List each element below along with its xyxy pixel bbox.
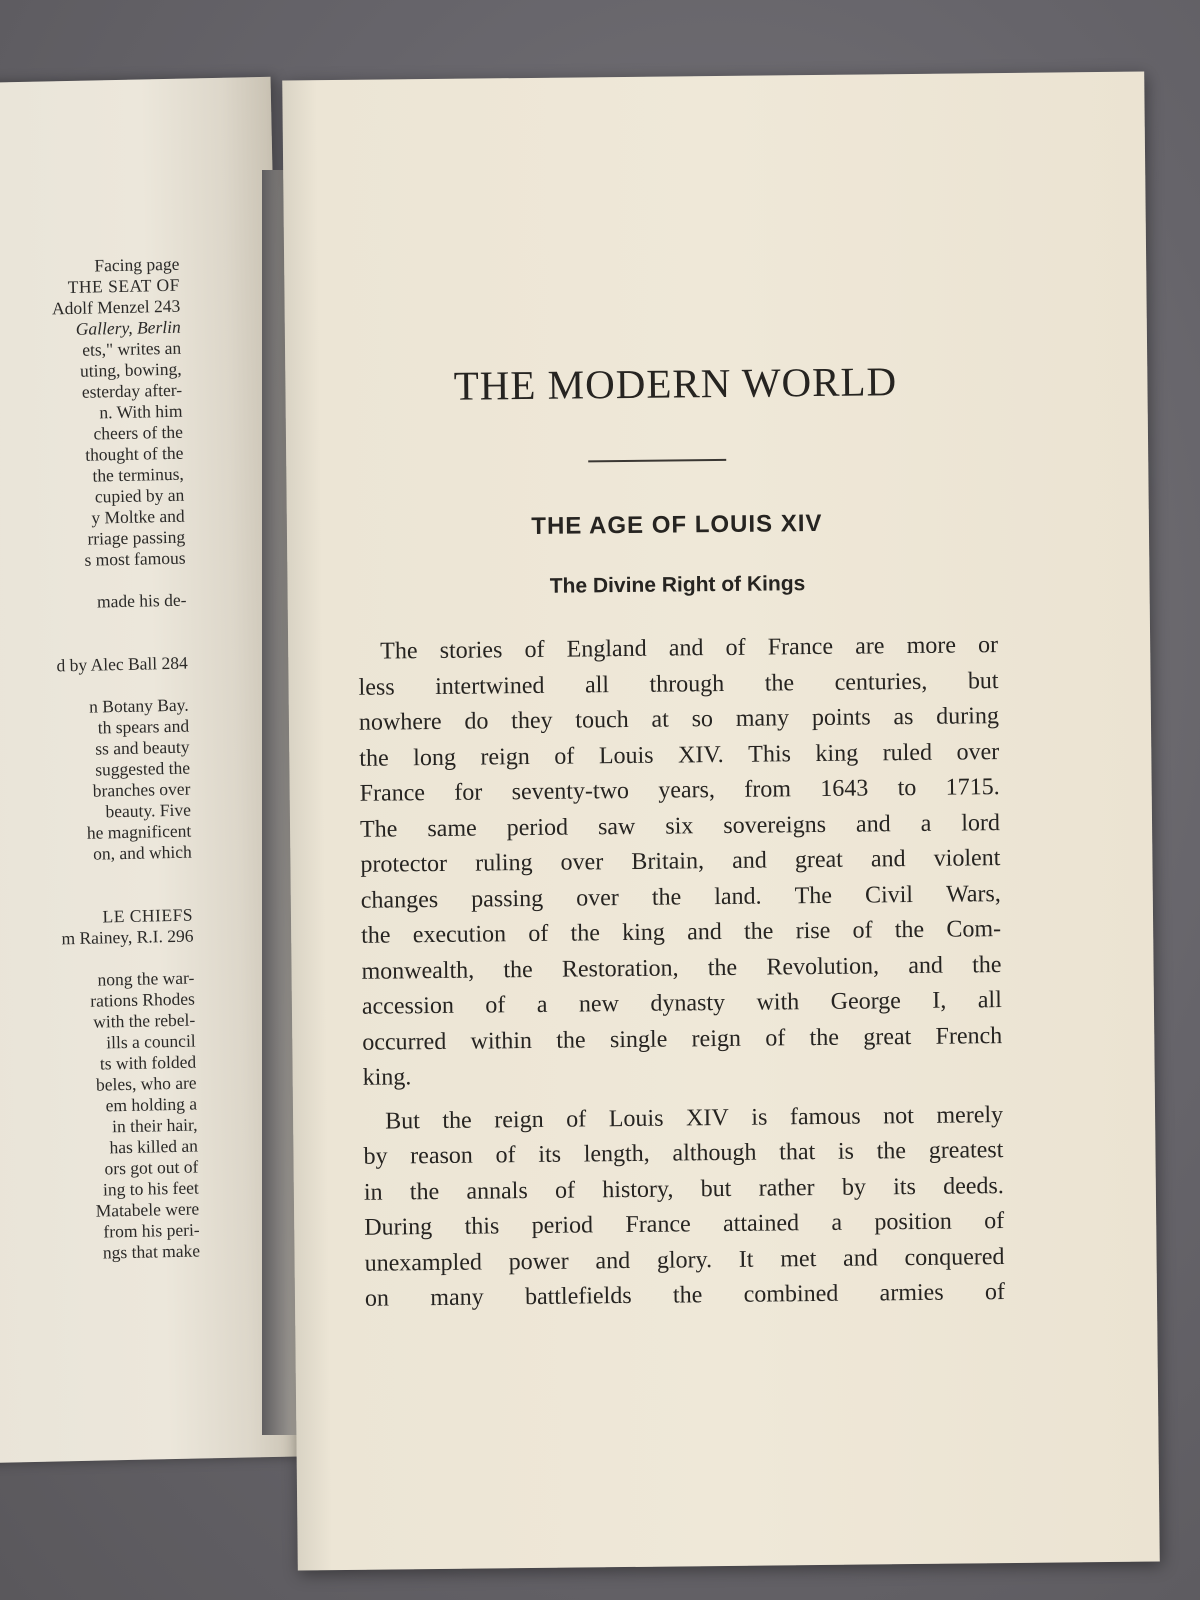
body-word: although [672, 1139, 757, 1167]
facing-page-line: the terminus, [92, 463, 185, 486]
page-title: THE MODERN WORLD [453, 358, 898, 409]
body-word: 1715. [945, 774, 1000, 801]
body-word: of [725, 634, 746, 661]
body-word: conquered [904, 1243, 1005, 1271]
facing-page-line: ills a council [106, 1030, 196, 1053]
facing-page-line: y Moltke and [91, 505, 185, 528]
body-word: of [984, 1208, 1005, 1235]
body-word: of [852, 917, 873, 944]
facing-page-line: ts with folded [99, 1051, 197, 1074]
body-word: annals [466, 1177, 528, 1205]
body-word: occurred [362, 1028, 447, 1056]
body-word: rise [795, 917, 831, 945]
body-word: less [358, 673, 395, 701]
body-word: It [738, 1246, 754, 1273]
facing-page-line: Adolf Menzel 243 [51, 295, 181, 319]
body-word: greatest [928, 1137, 1004, 1164]
facing-page-line: Gallery, Berlin [75, 316, 181, 339]
body-word: this [464, 1213, 500, 1240]
body-word: or [977, 632, 999, 659]
body-word: saw [597, 813, 636, 840]
body-word: reign [480, 743, 530, 771]
body-word: do [464, 708, 489, 735]
body-word: The [794, 882, 833, 909]
facing-page-line: on, and which [92, 841, 192, 864]
body-word: rather [758, 1174, 815, 1202]
body-word: so [691, 706, 714, 733]
body-word: the [743, 918, 774, 945]
body-word: and [668, 635, 704, 662]
body-word: ruled [882, 739, 933, 766]
facing-page-line: made his de- [96, 589, 187, 612]
body-word: XIV. [677, 741, 724, 768]
body-word: period [531, 1212, 594, 1240]
body-word: centuries, [834, 668, 928, 696]
body-word: not [883, 1102, 914, 1129]
body-word: and [686, 918, 722, 946]
facing-page-line: th spears and [97, 715, 190, 738]
body-word: Wars, [945, 880, 1001, 908]
facing-page-line: from his peri- [103, 1219, 200, 1242]
title-rule [588, 459, 726, 462]
body-word: of [984, 1279, 1006, 1306]
body-word: a [536, 991, 548, 1018]
body-word: protector [360, 850, 448, 878]
body-word: dynasty [650, 989, 726, 1017]
body-word: monwealth, [361, 957, 475, 985]
body-word: reign [691, 1025, 742, 1052]
body-word: the [651, 883, 682, 911]
body-word: the [764, 669, 795, 697]
body-word: and [855, 810, 891, 838]
facing-page-line: beauty. Five [105, 799, 192, 822]
body-word: a [831, 1209, 843, 1236]
body-word: within [470, 1027, 533, 1055]
body-word: The [359, 815, 398, 843]
body-word: merely [936, 1101, 1004, 1129]
body-word: execution [412, 921, 507, 949]
body-word: George [830, 988, 902, 1015]
body-word: over [560, 849, 604, 876]
body-word: and [842, 1244, 878, 1272]
body-word: the [570, 920, 601, 947]
body-word: French [935, 1022, 1003, 1050]
body-word: England [566, 635, 647, 663]
main-page [282, 72, 1160, 1571]
body-word: the [894, 916, 925, 944]
facing-page-line: cheers of the [93, 421, 184, 444]
body-word: the [707, 954, 738, 981]
facing-page-line: THE SEAT OF [67, 274, 181, 298]
body-word: but [967, 667, 999, 694]
body-word: king. [362, 1064, 412, 1091]
body-word: are [855, 633, 885, 660]
body-word: king [622, 919, 665, 947]
body-word: many [430, 1284, 484, 1312]
body-word: but [700, 1175, 732, 1202]
body-word: a [920, 810, 932, 837]
body-word: of [495, 1142, 516, 1169]
body-word: is [751, 1104, 768, 1131]
body-word: its [538, 1141, 562, 1168]
body-word: its [893, 1173, 916, 1200]
facing-page-line: suggested the [94, 757, 191, 780]
body-word: XIV [685, 1104, 729, 1131]
facing-page-line: ss and beauty [95, 736, 190, 759]
body-word: But [384, 1107, 420, 1135]
body-word: that [779, 1139, 816, 1166]
body-word: and [731, 847, 767, 874]
body-word: the [971, 951, 1002, 978]
body-word: Civil [864, 881, 914, 908]
facing-page-line: d by Alec Ball 284 [56, 652, 188, 676]
body-word: the [442, 1107, 472, 1134]
body-word: great [794, 846, 843, 874]
body-word: Restoration, [561, 954, 679, 983]
body-word: the [361, 922, 391, 949]
facing-page-line: in their hair, [111, 1114, 198, 1137]
facing-page-line: LE CHIEFS [102, 904, 194, 927]
body-word: of [566, 1105, 587, 1133]
facing-page-line: rations Rhodes [90, 988, 196, 1011]
body-word: is [837, 1138, 855, 1165]
body-word: of [554, 743, 575, 770]
body-word: I, [932, 987, 947, 1014]
body-word: same [427, 815, 477, 842]
facing-page-line: ets," writes an [81, 337, 182, 360]
body-word: of [554, 1177, 576, 1204]
body-word: changes [360, 886, 439, 914]
body-word: single [609, 1026, 668, 1053]
body-word: the [503, 956, 533, 983]
facing-page-line: Facing page [94, 253, 180, 276]
body-line [362, 1019, 1002, 1061]
facing-page-line: nong the war- [97, 967, 195, 990]
body-word: violent [933, 845, 1001, 872]
body-word: the [809, 1024, 840, 1051]
body-word: Britain, [631, 848, 705, 875]
body-word: points [811, 704, 871, 732]
facing-page-line: branches over [92, 778, 191, 801]
body-line [363, 1098, 1003, 1140]
body-word: more [906, 632, 957, 660]
body-word: through [649, 670, 725, 698]
body-word: the [409, 1178, 440, 1205]
body-line [365, 1275, 1005, 1317]
body-word: famous [789, 1103, 861, 1130]
body-word: reign [494, 1106, 544, 1133]
body-word: and [908, 952, 944, 979]
body-word: unexampled [364, 1249, 483, 1277]
body-word: met [780, 1245, 817, 1272]
body-word: from [744, 776, 792, 803]
body-word: history, [602, 1176, 674, 1203]
body-word: in [363, 1179, 383, 1206]
facing-page-line: cupied by an [94, 484, 185, 507]
body-word: position [874, 1208, 952, 1236]
section-heading: The Divine Right of Kings [549, 572, 806, 598]
facing-page-line: n Botany Bay. [88, 694, 189, 717]
body-word: over [956, 738, 1000, 766]
body-word: Revolution, [766, 952, 880, 981]
body-line [360, 770, 1000, 812]
body-word: by [841, 1174, 867, 1201]
body-word: sovereigns [723, 811, 827, 839]
body-word: length, [583, 1140, 650, 1168]
chapter-heading: THE AGE OF LOUIS XIV [531, 509, 823, 540]
body-word: of [485, 992, 506, 1019]
body-word: great [863, 1023, 912, 1051]
facing-page-line: with the rebel- [93, 1009, 196, 1032]
body-word: and [595, 1247, 631, 1274]
body-word: they [511, 707, 553, 735]
body-word: France [359, 780, 426, 807]
body-word: battlefields [524, 1282, 632, 1311]
body-word: years, [658, 777, 716, 804]
body-word: During [364, 1214, 433, 1241]
facing-page [0, 77, 299, 1464]
body-word: Louis [608, 1105, 664, 1132]
body-word: and [870, 846, 906, 873]
body-line [361, 912, 1001, 954]
body-word: six [665, 812, 694, 840]
body-word: Com- [946, 916, 1002, 943]
body-word: France [625, 1211, 691, 1239]
body-word: deeds. [942, 1172, 1004, 1200]
facing-page-text [0, 254, 200, 1267]
body-word: period [506, 814, 569, 841]
body-word: on [364, 1285, 390, 1312]
body-word: by [363, 1143, 388, 1170]
facing-page-line: ngs that make [102, 1240, 201, 1263]
body-word: This [748, 740, 792, 768]
body-word: accession [361, 992, 455, 1020]
body-word: glory. [656, 1246, 713, 1274]
facing-page-line: ing to his feet [102, 1177, 199, 1200]
body-word: all [977, 987, 1002, 1014]
body-word: new [578, 991, 620, 1018]
body-word: of [765, 1024, 786, 1052]
body-word: as [893, 703, 914, 731]
body-word: the [876, 1138, 907, 1165]
facing-page-line: has killed an [109, 1135, 199, 1158]
facing-page-line: ors got out of [104, 1156, 199, 1179]
body-word: combined [743, 1280, 839, 1308]
body-word: of [528, 920, 549, 948]
body-word: of [524, 636, 545, 664]
body-word: power [508, 1248, 569, 1275]
body-word: to [897, 774, 917, 802]
facing-page-line: rriage passing [87, 526, 186, 549]
body-word: stories [439, 637, 503, 664]
facing-page-line: n. With him [99, 400, 183, 423]
facing-page-line: thought of the [84, 442, 184, 465]
facing-page-line: em holding a [105, 1093, 198, 1116]
body-word: seventy-two [511, 777, 630, 806]
body-word: the [359, 744, 389, 772]
body-word: lord [961, 809, 1001, 836]
body-word: armies [879, 1279, 944, 1307]
body-word: ruling [475, 849, 533, 877]
facing-page-line: uting, bowing, [79, 358, 182, 381]
facing-page-line: m Rainey, R.I. 296 [61, 925, 194, 949]
body-word: many [735, 705, 790, 732]
body-word: king [815, 740, 859, 767]
facing-page-line: esterday after- [81, 379, 183, 402]
body-word: during [936, 703, 1000, 730]
body-word: for [454, 779, 483, 806]
body-word: with [756, 989, 800, 1016]
body-word: attained [722, 1210, 800, 1237]
body-word: over [576, 884, 619, 912]
body-word: reason [410, 1142, 474, 1170]
body-word: land. [714, 883, 762, 910]
facing-page-line: he magnificent [86, 820, 192, 843]
facing-page-line: s most famous [84, 547, 186, 570]
body-word: the [556, 1026, 586, 1054]
body-word: all [584, 671, 610, 698]
facing-page-line: Matabele were [95, 1198, 200, 1221]
body-text [358, 628, 1005, 1317]
page-content [352, 73, 1006, 1312]
body-word: France [767, 633, 834, 661]
body-word: long [413, 744, 457, 771]
body-word: Louis [598, 742, 654, 769]
body-word: nowhere [358, 708, 442, 736]
body-word: the [672, 1282, 703, 1309]
body-word: intertwined [435, 672, 545, 700]
body-word: passing [471, 885, 544, 913]
facing-page-line: beles, who are [95, 1072, 197, 1095]
body-word: 1643 [820, 775, 869, 802]
body-word: touch [575, 706, 629, 734]
body-word: at [651, 706, 669, 733]
body-word: The [380, 638, 418, 665]
